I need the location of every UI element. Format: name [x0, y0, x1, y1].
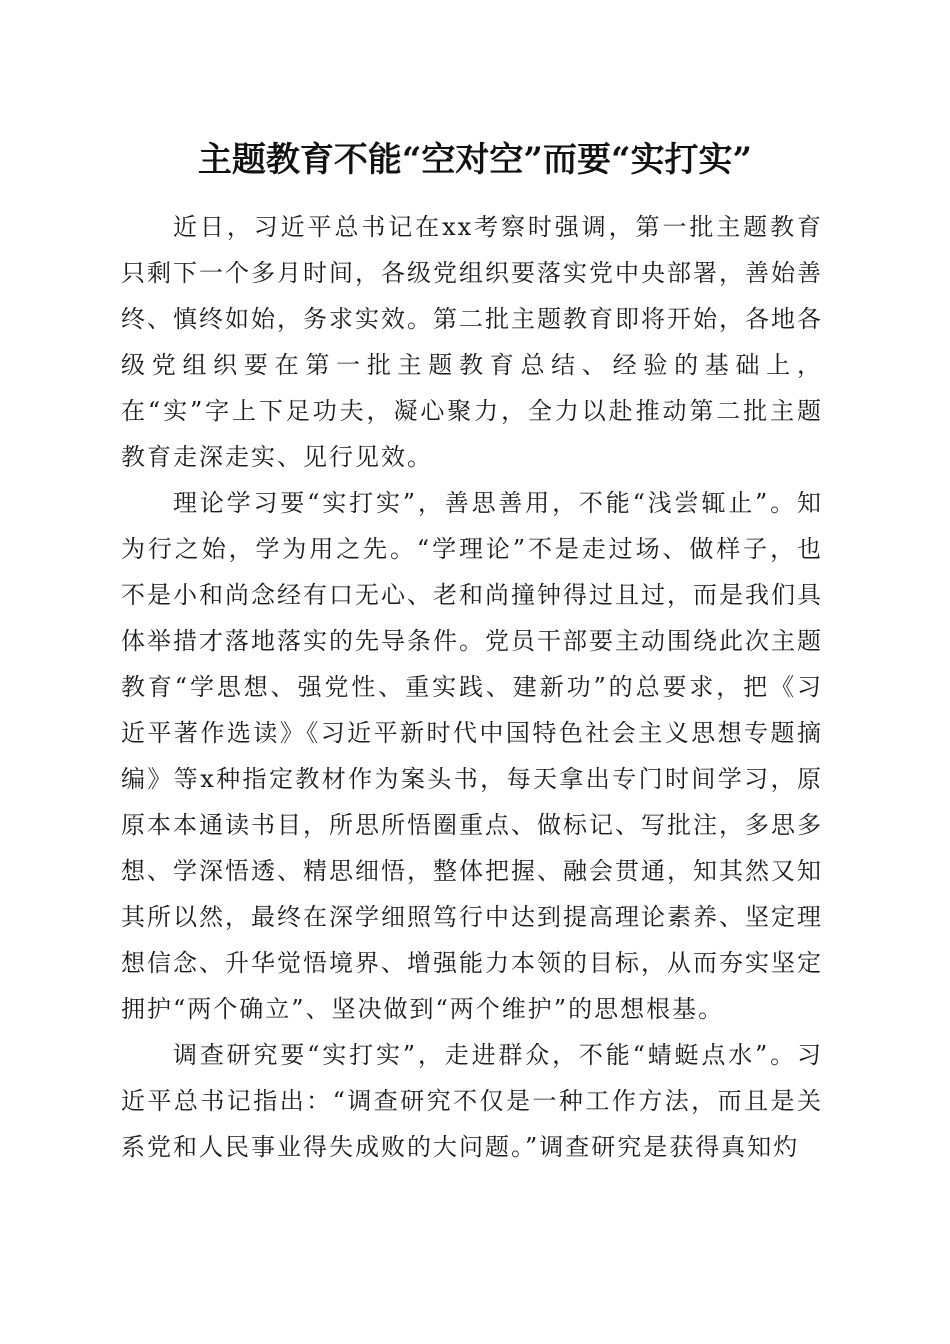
paragraph-investigation: 调查研究要“实打实”，走进群众，不能“蜻蜓点水”。习近平总书记指出：“调查研究不仅是一种工作方法，而且是关系党和人民事业得失成败的大问题。”调查研究是获得真知灼 — [121, 1041, 823, 1161]
paragraph-theory-study: 理论学习要“实打实”，善思善用，不能“浅尝辄止”。知为行之始，学为用之先。“学理论”不是走过场、做样子，也不是小和尚念经有口无心、老和尚撞钟得过且过，而是我们具体举措才落地落实的先导条件。党员干部要主动围绕此次主题教育“学思想、强党性、重实践、建新功”的总要求，把《习近平著作选读》《习近平新时代中国特色社会主义思想专题摘编》等x种指定教材作为案头书，每天拿出专门时间学习，原原本本通读书目，所思所悟圈重点、做标记、写批注，多思多想、学深悟透、精思细悟，整体把握、融会贯通，知其然又知其所以然，最终在深学细照笃行中达到提高理论素养、坚定理想信念、升华觉悟境界、增强能力本领的目标，从而夯实坚定拥护“两个确立”、坚决做到“两个维护”的思想根基。 — [121, 489, 823, 1023]
paragraph-intro: 近日，习近平总书记在xx考察时强调，第一批主题教育只剩下一个多月时间，各级党组织要落实党中央部署，善始善终、慎终如始，务求实效。第二批主题教育即将开始，各地各级党组织要在第一批主题教育总结、经验的基础上，在“实”字上下足功夫，凝心聚力，全力以赴推动第二批主题教育走深走实、见行见效。 — [121, 213, 823, 471]
document-body — [121, 204, 823, 1170]
document-title: 主题教育不能“空对空”而要“实打实” — [197, 140, 753, 180]
